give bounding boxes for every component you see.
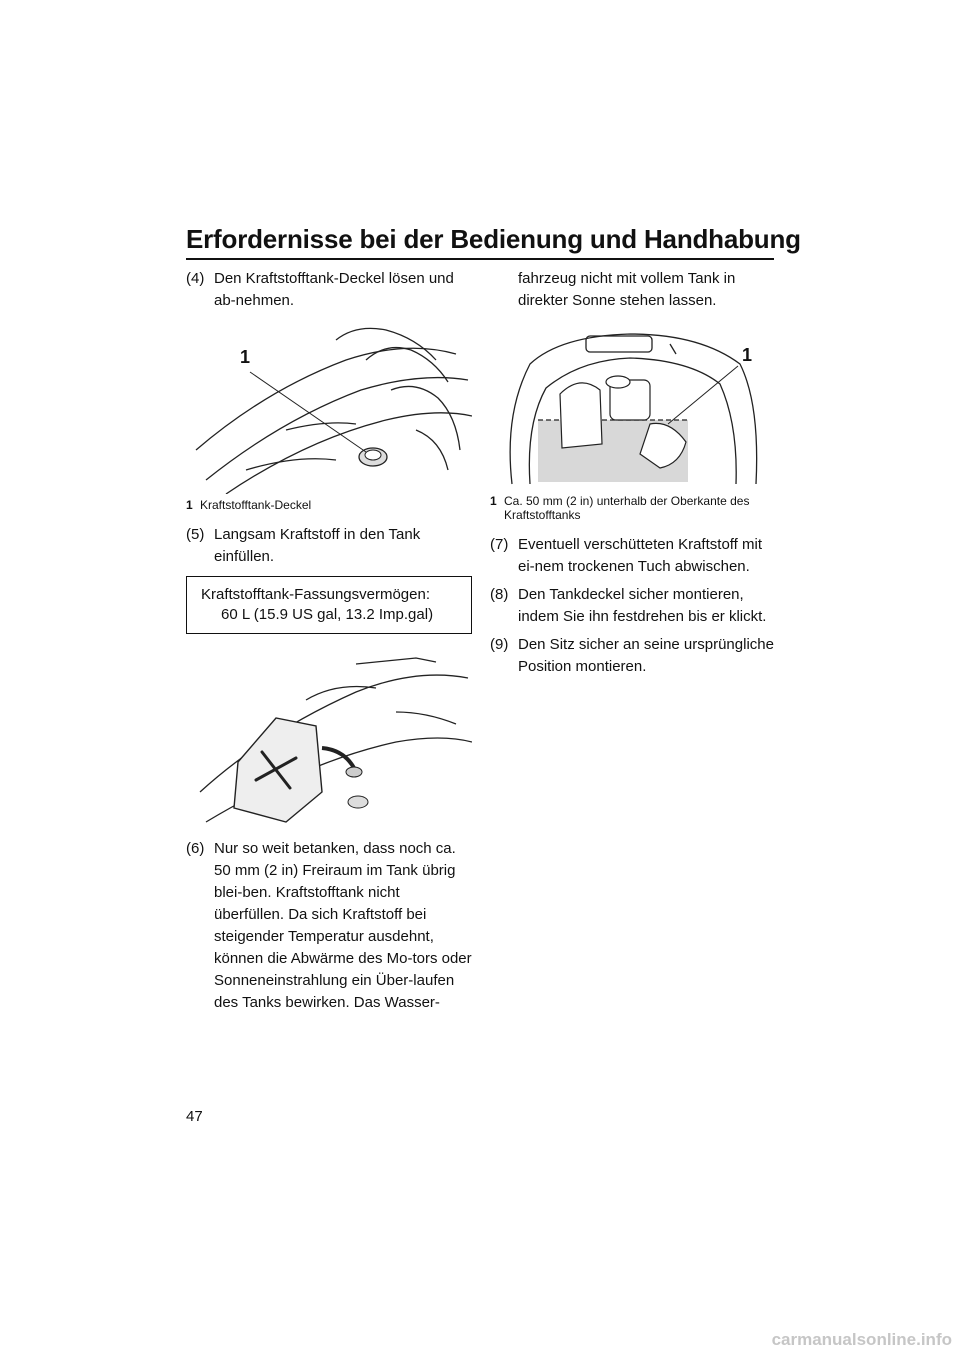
- step-9: [490, 634, 774, 678]
- right-column: [490, 268, 774, 684]
- fuel-cap-illustration: [186, 320, 472, 494]
- figure-refuel: [186, 652, 472, 828]
- page-title: Erfordernisse bei der Bedienung und Handhabung: [186, 224, 801, 254]
- step-4-text: Den Kraftstofftank-Deckel lösen und ab-nehmen.: [214, 270, 454, 309]
- step-6: [186, 838, 472, 1014]
- figure-1-caption-number: 1: [186, 498, 193, 512]
- fuel-level-illustration: [490, 324, 774, 490]
- figure-fuel-level: [490, 324, 774, 490]
- title-rule: [186, 258, 774, 260]
- fuel-capacity-box: [186, 576, 472, 634]
- step-6-text: Nur so weit betanken, dass noch ca. 50 mm (2 in) Freiraum im Tank übrig blei-ben. Kraftstofftank nicht überfüllen. Da sich Kraftstoff bei steigender Temperatur ausdehnt, können die Abwärme des Mo-tors oder Sonneneinstrahlung ein Über-laufen des Tanks bewirken. Das Wasser-: [214, 840, 472, 1011]
- figure-3-caption-text: Ca. 50 mm (2 in) unterhalb der Oberkante des Kraftstofftanks: [504, 494, 750, 522]
- step-7-text: Eventuell verschütteten Kraftstoff mit ei-nem trockenen Tuch abwischen.: [518, 536, 763, 575]
- step-7: [490, 534, 774, 578]
- fuel-capacity-value: 60 L (15.9 US gal, 13.2 Imp.gal): [221, 606, 434, 623]
- figure-3-caption-number: 1: [490, 494, 497, 508]
- step-5-number: (5): [186, 526, 205, 543]
- watermark: carmanualsonline.info: [771, 1330, 952, 1349]
- step-8-text: Den Tankdeckel sicher montieren, indem Sie ihn festdrehen bis er klickt.: [518, 586, 767, 625]
- step-6-number: (6): [186, 840, 205, 857]
- step-8-number: (8): [490, 586, 509, 603]
- step-5: [186, 524, 472, 568]
- step-7-number: (7): [490, 536, 509, 553]
- figure-fuel-cap: [186, 320, 472, 494]
- step-8: [490, 584, 774, 628]
- step-4-number: (4): [186, 270, 205, 287]
- figure-1-caption: [186, 498, 472, 512]
- step-4: [186, 268, 472, 312]
- refuel-canister-illustration: [186, 652, 472, 828]
- step-9-text: Den Sitz sicher an seine ursprüngliche Position montieren.: [518, 636, 774, 675]
- page-number: 47: [186, 1108, 203, 1125]
- figure-1-callout: 1: [240, 347, 251, 367]
- left-column: [186, 268, 472, 1020]
- step-5-text: Langsam Kraftstoff in den Tank einfüllen.: [214, 526, 421, 565]
- figure-1-caption-text: Kraftstofftank-Deckel: [200, 498, 312, 512]
- figure-3-callout: 1: [742, 345, 753, 365]
- fuel-capacity-label: Kraftstofftank-Fassungsvermögen:: [201, 586, 430, 603]
- figure-3-caption: [490, 494, 774, 522]
- step-6-continued: [490, 268, 774, 312]
- step-9-number: (9): [490, 636, 509, 653]
- step-6-continued-text: fahrzeug nicht mit vollem Tank in direkter Sonne stehen lassen.: [518, 270, 736, 309]
